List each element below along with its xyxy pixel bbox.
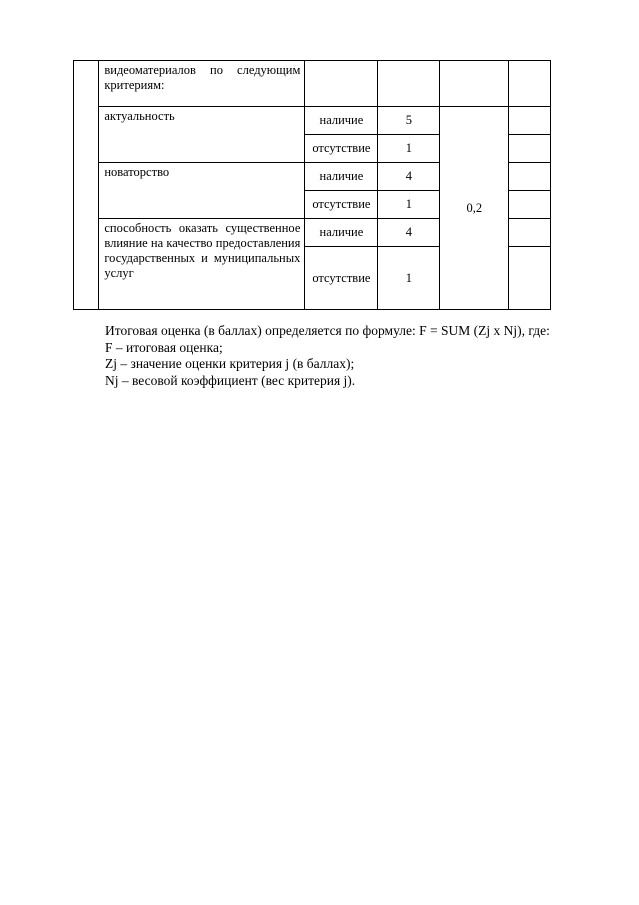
criterion-cell: новаторство [99, 163, 305, 219]
table-row [74, 61, 551, 107]
total-cell [509, 191, 551, 219]
score-cell: 4 [378, 219, 440, 247]
presence-cell: наличие [305, 107, 378, 135]
criteria-table [73, 60, 551, 310]
definition-line: F – итоговая оценка; [105, 339, 223, 355]
score-cell [378, 61, 440, 107]
score-cell: 1 [378, 247, 440, 310]
criterion-cell: актуальность [99, 107, 305, 163]
total-cell [509, 107, 551, 135]
criterion-cell: видеоматериалов по следующим критериям: [99, 61, 305, 107]
presence-cell: отсутствие [305, 135, 378, 163]
score-cell: 4 [378, 163, 440, 191]
score-cell: 5 [378, 107, 440, 135]
score-cell: 1 [378, 191, 440, 219]
presence-cell: наличие [305, 219, 378, 247]
total-cell [509, 219, 551, 247]
total-cell [509, 247, 551, 310]
number-cell [74, 61, 99, 310]
definition-line: Nj – весовой коэффициент (вес критерия j). [105, 372, 356, 388]
presence-cell: отсутствие [305, 247, 378, 310]
formula-line: Итоговая оценка (в баллах) определяется по формуле: F = SUM (Zj x Nj), где: [105, 323, 550, 338]
total-cell [509, 135, 551, 163]
definition-line: Zj – значение оценки критерия j (в баллах); [105, 356, 355, 371]
criterion-cell: способность оказать существенное влияние на качество предоставления государственных и муниципальных услуг [99, 219, 305, 310]
total-cell [509, 163, 551, 191]
formula-notes [105, 323, 575, 389]
table-row [74, 107, 551, 135]
weight-cell [440, 61, 509, 107]
presence-cell: отсутствие [305, 191, 378, 219]
score-cell: 1 [378, 135, 440, 163]
total-cell [509, 61, 551, 107]
presence-cell: наличие [305, 163, 378, 191]
presence-cell [305, 61, 378, 107]
weight-cell: 0,2 [440, 107, 509, 310]
